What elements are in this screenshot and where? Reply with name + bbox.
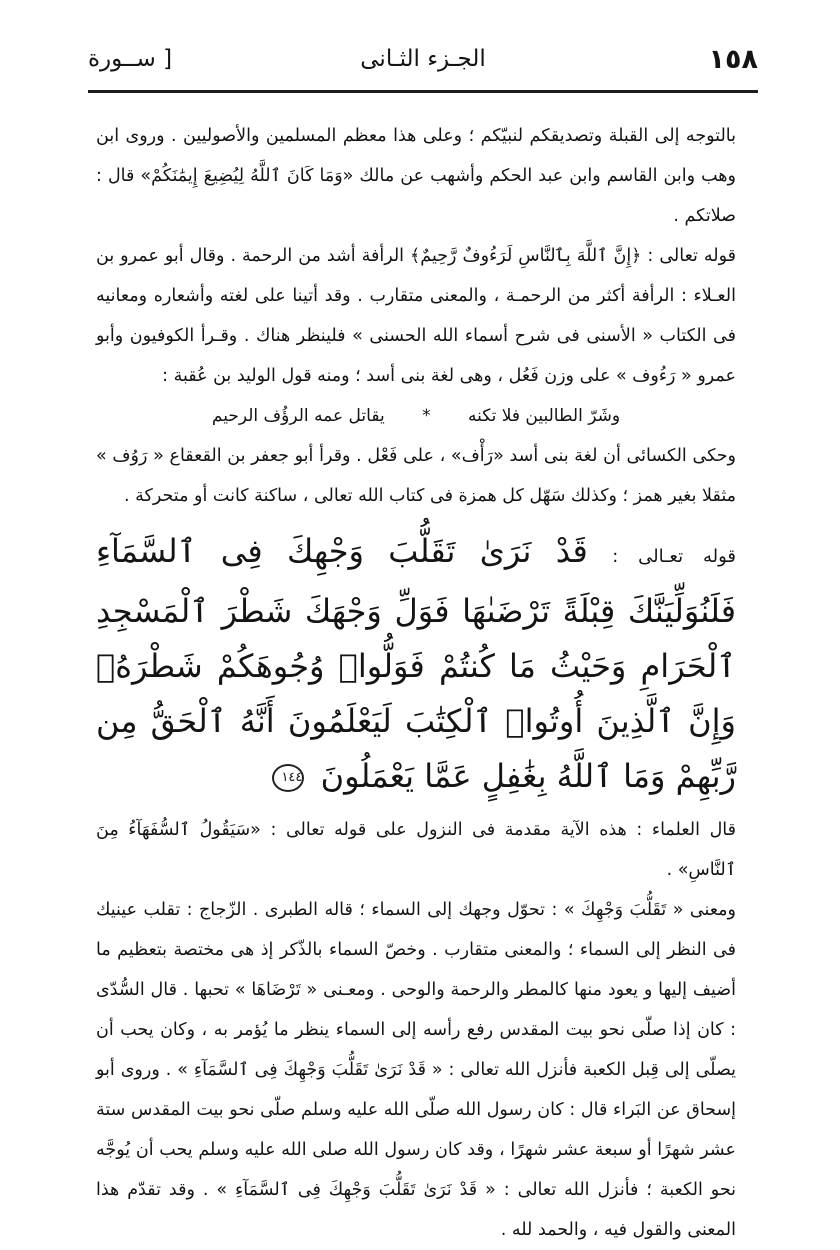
paragraph: قال العلماء : هذه الآية مقدمة فى النزول على قوله تعالى : «سَيَقُولُ ٱلسُّفَهَآءُ مِنَ ٱلنَّاسِ» . [96,820,736,880]
surah-label: [ ســورة [88,46,173,72]
poem-separator: * [422,406,431,426]
header-rule [88,90,758,93]
running-header [88,40,758,90]
page-number: ١٥٨ [708,44,758,75]
quran-verse: قَدْ نَرَىٰ تَقَلُّبَ وَجْهِكَ فِى ٱلسَّمَآءِ فَلَنُوَلِّيَنَّكَ قِبْلَةً تَرْضَىٰهَا فَوَلِّ وَجْهَكَ شَطْرَ ٱلْمَسْجِدِ ٱلْحَرَامِ وَحَيْثُ مَا كُنتُمْ فَوَلُّوا۟ وُجُوهَكُمْ شَطْرَهُۥ وَإِنَّ ٱلَّذِينَ أُوتُوا۟ ٱلْكِتَٰبَ لَيَعْلَمُونَ أَنَّهُ ٱلْحَقُّ مِن رَّبِّهِمْ وَمَا ٱللَّهُ بِغَٰفِلٍ عَمَّا يَعْمَلُونَ [96,532,736,795]
verse-intro: قوله تعـالى : [612,546,737,567]
poem-hemistich: وشَرّ الطالبين فلا تكنه [467,406,621,426]
ayah-number-marker: ١٤٤ [272,764,304,792]
paragraph: ومعنى « تَقَلُّبَ وَجْهِكَ » : تحوّل وجهك إلى السماء ؛ قاله الطبرى . الزّجاج : تقلب عينيك فى النظر إلى السماء ؛ والمعنى متقارب . وخصّ السماء بالذّكر إذ هى مختصة بتعظيم ما أضيف إليها و يعود منها كالمطر والرحمة والوحى . ومعـنى « تَرْضَاهَا » تحبها . قال السُّدّى : كان إذا صلّى نحو بيت المقدس رفع رأسه إلى السماء ينظر ما يُؤمر به ، وكان يحب أن يصلّى إلى قِبل الكعبة فأنزل الله تعالى : « قَدْ نَرَىٰ تَقَلُّبَ وَجْهِكَ فِى ٱلسَّمَآءِ » . وروى أبو إسحاق عن البَراء قال : كان رسول الله صلّى الله عليه وسلم صلّى نحو بيت المقدس ستة عشر شهرًا أو سبعة عشر شهرًا ، وقد كان رسول الله صلى الله عليه وسلم يحب أن يُوجَّه نحو الكعبة ؛ فأنزل الله تعالى : « قَدْ نَرَىٰ تَقَلُّبَ وَجْهِكَ فِى ٱلسَّمَآءِ » . وقد تقدّم هذا المعنى والقول فيه ، والحمد لله . [96,900,736,1240]
paragraph: قوله تعالى : ﴿إِنَّ ٱللَّهَ بِٱلنَّاسِ لَرَءُوفٌ رَّحِيمٌ﴾ الرأفة أشد من الرحمة . وقال أبو عمرو بن العـلاء : الرأفة أكثر من الرحمـة ، والمعنى متقارب . وقد أتينا على لغته وأشعاره ومعانيه فى الكتاب « الأسنى فى شرح أسماء الله الحسنى » فلينظر هناك . وقـرأ الكوفيون وأبو عمرو « رَءُوف » على وزن فَعُل ، وهى لغة بنى أسد ؛ ومنه قول الوليد بن عُقبة : [96,246,736,386]
poem-line [96,396,736,436]
quran-verse-block [96,524,736,804]
paragraph: بالتوجه إلى القبلة وتصديقكم لنبيّكم ؛ وعلى هذا معظم المسلمين والأصوليين . وروى ابن وهب وابن القاسم وابن عبد الحكم وأشهب عن مالك «وَمَا كَانَ ٱللَّهُ لِيُضِيعَ إِيمَٰنَكُمْ» قال : صلاتكم . [96,126,736,226]
poem-hemistich: يقاتل عمه الرؤُف الرحيم [211,406,385,426]
paragraph: وحكى الكسائى أن لغة بنى أسد «رَأْف» ، على فَعْل . وقرأ أبو جعفر بن القعقاع « رَوُف » مثقلا بغير همز ؛ وكذلك سَهّل كل همزة فى كتاب الله تعالى ، ساكنة كانت أو متحركة . [96,446,736,506]
part-title: الجـزء الثـانى [360,46,486,72]
main-text [96,116,736,1250]
